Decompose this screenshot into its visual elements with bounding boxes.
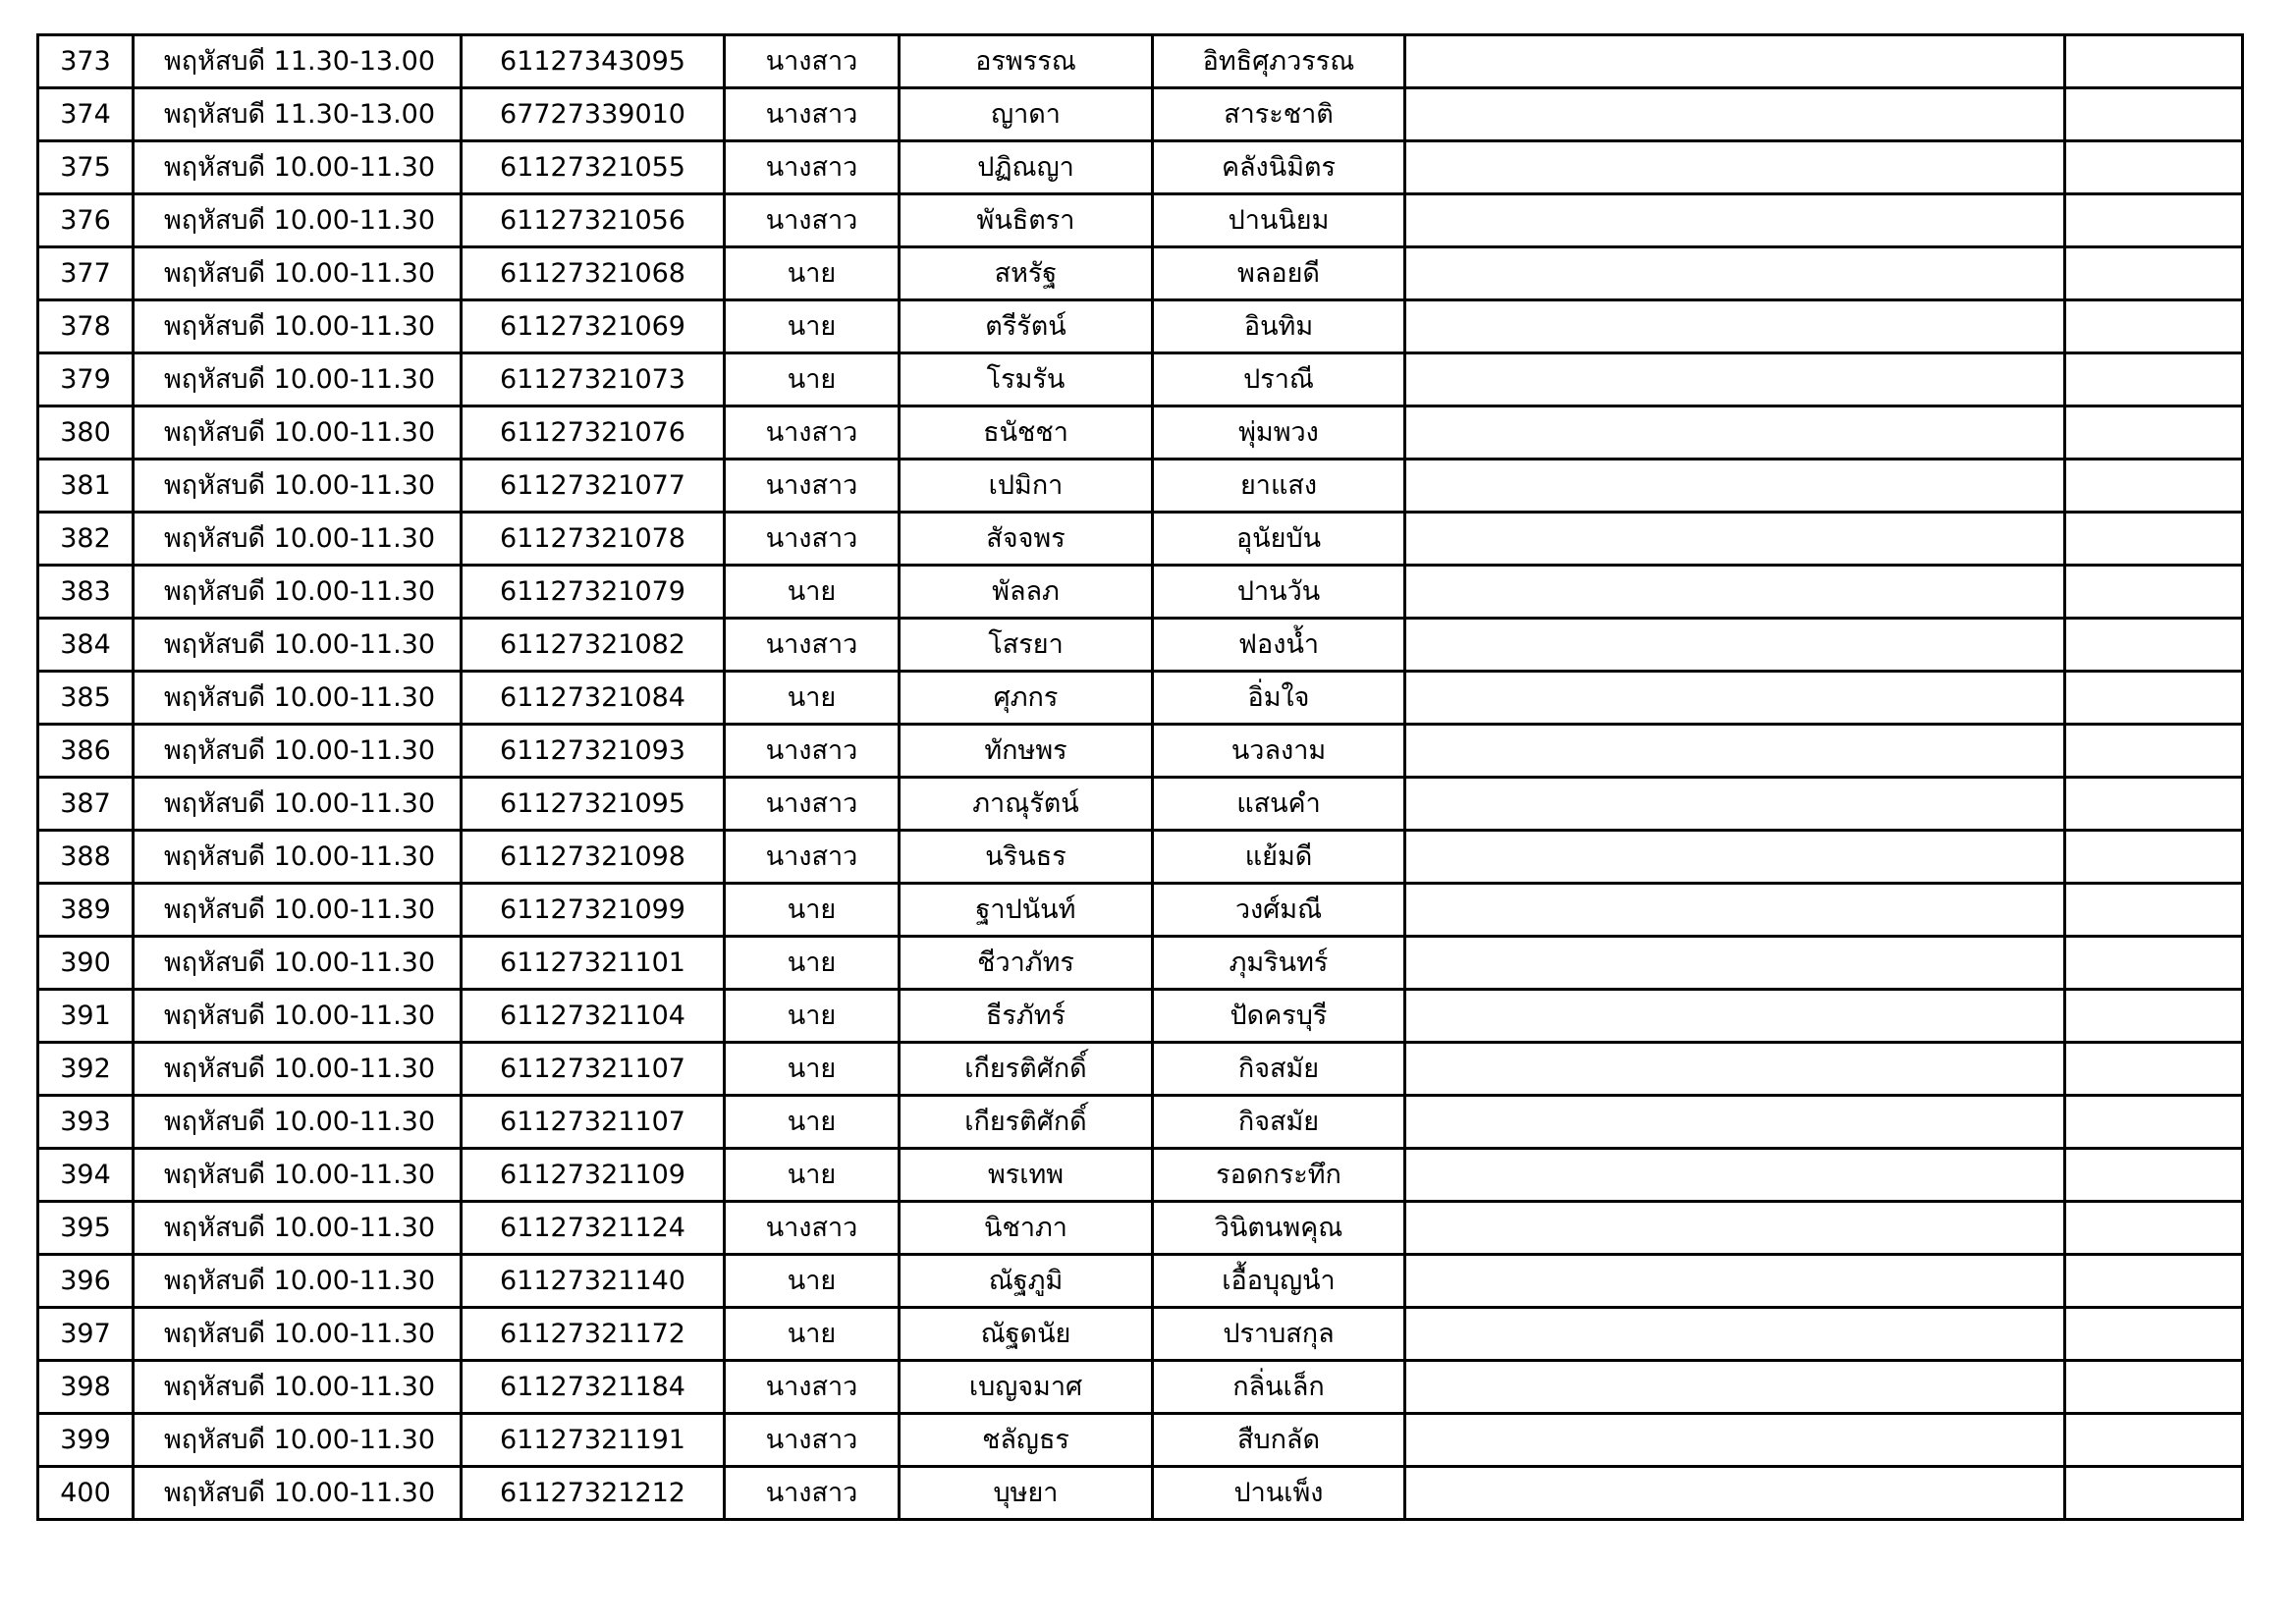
last-name: นวลงาม <box>1153 725 1405 778</box>
name-prefix: นาย <box>725 990 900 1043</box>
row-number: 384 <box>38 619 134 672</box>
first-name: ณัฐภูมิ <box>900 1255 1153 1308</box>
first-name: พันธิตรา <box>900 194 1153 247</box>
last-name: อิทธิศุภวรรณ <box>1153 35 1405 88</box>
student-id: 61127321056 <box>462 194 725 247</box>
first-name: ภาณุรัตน์ <box>900 778 1153 831</box>
last-name: แย้มดี <box>1153 831 1405 884</box>
row-number: 381 <box>38 460 134 513</box>
name-prefix: นางสาว <box>725 513 900 566</box>
row-number: 393 <box>38 1096 134 1149</box>
extra-cell <box>2065 884 2243 937</box>
student-id: 61127321101 <box>462 937 725 990</box>
table-row <box>38 1467 2243 1520</box>
row-number: 379 <box>38 353 134 406</box>
first-name: ตรีรัตน์ <box>900 300 1153 353</box>
first-name: อรพรรณ <box>900 35 1153 88</box>
name-prefix: นางสาว <box>725 831 900 884</box>
table-row <box>38 1096 2243 1149</box>
session-time: พฤหัสบดี 10.00-11.30 <box>134 513 462 566</box>
last-name: ปราณี <box>1153 353 1405 406</box>
first-name: เปมิกา <box>900 460 1153 513</box>
last-name: อุนัยบัน <box>1153 513 1405 566</box>
session-time: พฤหัสบดี 10.00-11.30 <box>134 1096 462 1149</box>
extra-cell <box>2065 88 2243 141</box>
row-number: 374 <box>38 88 134 141</box>
note-cell <box>1405 778 2065 831</box>
session-time: พฤหัสบดี 10.00-11.30 <box>134 937 462 990</box>
session-time: พฤหัสบดี 10.00-11.30 <box>134 460 462 513</box>
last-name: รอดกระทึก <box>1153 1149 1405 1202</box>
first-name: บุษยา <box>900 1467 1153 1520</box>
extra-cell <box>2065 672 2243 725</box>
extra-cell <box>2065 353 2243 406</box>
table-row <box>38 247 2243 300</box>
session-time: พฤหัสบดี 10.00-11.30 <box>134 884 462 937</box>
session-time: พฤหัสบดี 10.00-11.30 <box>134 141 462 194</box>
extra-cell <box>2065 1361 2243 1414</box>
row-number: 380 <box>38 406 134 460</box>
table-row <box>38 300 2243 353</box>
extra-cell <box>2065 300 2243 353</box>
session-time: พฤหัสบดี 10.00-11.30 <box>134 831 462 884</box>
note-cell <box>1405 725 2065 778</box>
extra-cell <box>2065 1043 2243 1096</box>
note-cell <box>1405 1149 2065 1202</box>
student-id: 61127343095 <box>462 35 725 88</box>
note-cell <box>1405 1361 2065 1414</box>
extra-cell <box>2065 141 2243 194</box>
student-id: 61127321077 <box>462 460 725 513</box>
name-prefix: นางสาว <box>725 88 900 141</box>
extra-cell <box>2065 406 2243 460</box>
last-name: ปานนิยม <box>1153 194 1405 247</box>
session-time: พฤหัสบดี 10.00-11.30 <box>134 1202 462 1255</box>
session-time: พฤหัสบดี 10.00-11.30 <box>134 1361 462 1414</box>
session-time: พฤหัสบดี 10.00-11.30 <box>134 1043 462 1096</box>
student-id: 61127321073 <box>462 353 725 406</box>
extra-cell <box>2065 1202 2243 1255</box>
note-cell <box>1405 353 2065 406</box>
table-row <box>38 990 2243 1043</box>
name-prefix: นาย <box>725 1255 900 1308</box>
name-prefix: นางสาว <box>725 619 900 672</box>
session-time: พฤหัสบดี 10.00-11.30 <box>134 1467 462 1520</box>
row-number: 382 <box>38 513 134 566</box>
first-name: เกียรติศักดิ์ <box>900 1043 1153 1096</box>
table-row <box>38 1149 2243 1202</box>
name-prefix: นางสาว <box>725 725 900 778</box>
student-id: 61127321076 <box>462 406 725 460</box>
row-number: 386 <box>38 725 134 778</box>
session-time: พฤหัสบดี 10.00-11.30 <box>134 672 462 725</box>
table-row <box>38 831 2243 884</box>
session-time: พฤหัสบดี 10.00-11.30 <box>134 1255 462 1308</box>
session-time: พฤหัสบดี 10.00-11.30 <box>134 406 462 460</box>
row-number: 399 <box>38 1414 134 1467</box>
table-row <box>38 778 2243 831</box>
student-id: 61127321124 <box>462 1202 725 1255</box>
table-row <box>38 884 2243 937</box>
student-id: 61127321055 <box>462 141 725 194</box>
last-name: พลอยดี <box>1153 247 1405 300</box>
session-time: พฤหัสบดี 10.00-11.30 <box>134 1308 462 1361</box>
session-time: พฤหัสบดี 10.00-11.30 <box>134 353 462 406</box>
note-cell <box>1405 300 2065 353</box>
last-name: ยาแสง <box>1153 460 1405 513</box>
student-id: 61127321212 <box>462 1467 725 1520</box>
name-prefix: นาย <box>725 1096 900 1149</box>
session-time: พฤหัสบดี 10.00-11.30 <box>134 778 462 831</box>
student-id: 61127321079 <box>462 566 725 619</box>
student-id: 61127321099 <box>462 884 725 937</box>
name-prefix: นางสาว <box>725 1361 900 1414</box>
last-name: อินทิม <box>1153 300 1405 353</box>
extra-cell <box>2065 35 2243 88</box>
note-cell <box>1405 406 2065 460</box>
last-name: อิ่มใจ <box>1153 672 1405 725</box>
extra-cell <box>2065 990 2243 1043</box>
session-time: พฤหัสบดี 10.00-11.30 <box>134 1414 462 1467</box>
table-row <box>38 1202 2243 1255</box>
name-prefix: นางสาว <box>725 1467 900 1520</box>
name-prefix: นาย <box>725 937 900 990</box>
first-name: พัลลภ <box>900 566 1153 619</box>
table-row <box>38 566 2243 619</box>
last-name: กลิ่นเล็ก <box>1153 1361 1405 1414</box>
first-name: ฐาปนันท์ <box>900 884 1153 937</box>
student-id: 61127321107 <box>462 1096 725 1149</box>
student-id: 61127321107 <box>462 1043 725 1096</box>
first-name: ณัฐดนัย <box>900 1308 1153 1361</box>
last-name: วงศ์มณี <box>1153 884 1405 937</box>
row-number: 397 <box>38 1308 134 1361</box>
last-name: ปัดครบุรี <box>1153 990 1405 1043</box>
roster-table <box>36 33 2244 1521</box>
note-cell <box>1405 141 2065 194</box>
row-number: 389 <box>38 884 134 937</box>
note-cell <box>1405 460 2065 513</box>
name-prefix: นาย <box>725 672 900 725</box>
row-number: 396 <box>38 1255 134 1308</box>
student-id: 61127321095 <box>462 778 725 831</box>
first-name: ธีรภัทร์ <box>900 990 1153 1043</box>
note-cell <box>1405 1202 2065 1255</box>
note-cell <box>1405 88 2065 141</box>
table-row <box>38 1361 2243 1414</box>
session-time: พฤหัสบดี 10.00-11.30 <box>134 566 462 619</box>
note-cell <box>1405 1255 2065 1308</box>
table-row <box>38 353 2243 406</box>
row-number: 394 <box>38 1149 134 1202</box>
name-prefix: นางสาว <box>725 406 900 460</box>
note-cell <box>1405 884 2065 937</box>
last-name: กิจสมัย <box>1153 1096 1405 1149</box>
row-number: 383 <box>38 566 134 619</box>
name-prefix: นาย <box>725 1149 900 1202</box>
last-name: แสนคำ <box>1153 778 1405 831</box>
extra-cell <box>2065 247 2243 300</box>
student-id: 61127321068 <box>462 247 725 300</box>
note-cell <box>1405 1414 2065 1467</box>
first-name: ศุภกร <box>900 672 1153 725</box>
last-name: พุ่มพวง <box>1153 406 1405 460</box>
table-row <box>38 672 2243 725</box>
student-id: 61127321104 <box>462 990 725 1043</box>
note-cell <box>1405 1467 2065 1520</box>
row-number: 395 <box>38 1202 134 1255</box>
name-prefix: นาย <box>725 1308 900 1361</box>
table-row <box>38 725 2243 778</box>
name-prefix: นางสาว <box>725 194 900 247</box>
session-time: พฤหัสบดี 10.00-11.30 <box>134 247 462 300</box>
extra-cell <box>2065 725 2243 778</box>
extra-cell <box>2065 619 2243 672</box>
note-cell <box>1405 566 2065 619</box>
note-cell <box>1405 1096 2065 1149</box>
table-row <box>38 937 2243 990</box>
first-name: เบญจมาศ <box>900 1361 1153 1414</box>
extra-cell <box>2065 1255 2243 1308</box>
last-name: ปานเพ็ง <box>1153 1467 1405 1520</box>
last-name: ปานวัน <box>1153 566 1405 619</box>
row-number: 392 <box>38 1043 134 1096</box>
session-time: พฤหัสบดี 11.30-13.00 <box>134 88 462 141</box>
row-number: 378 <box>38 300 134 353</box>
student-id: 61127321098 <box>462 831 725 884</box>
extra-cell <box>2065 566 2243 619</box>
last-name: สาระชาติ <box>1153 88 1405 141</box>
table-row <box>38 194 2243 247</box>
extra-cell <box>2065 1467 2243 1520</box>
first-name: พรเทพ <box>900 1149 1153 1202</box>
last-name: วินิตนพคุณ <box>1153 1202 1405 1255</box>
session-time: พฤหัสบดี 10.00-11.30 <box>134 990 462 1043</box>
extra-cell <box>2065 937 2243 990</box>
extra-cell <box>2065 831 2243 884</box>
first-name: ทักษพร <box>900 725 1153 778</box>
row-number: 376 <box>38 194 134 247</box>
name-prefix: นางสาว <box>725 778 900 831</box>
name-prefix: นาย <box>725 1043 900 1096</box>
student-id: 61127321172 <box>462 1308 725 1361</box>
note-cell <box>1405 937 2065 990</box>
row-number: 388 <box>38 831 134 884</box>
session-time: พฤหัสบดี 10.00-11.30 <box>134 300 462 353</box>
table-row <box>38 1414 2243 1467</box>
session-time: พฤหัสบดี 10.00-11.30 <box>134 194 462 247</box>
table-row <box>38 619 2243 672</box>
last-name: ฟองน้ำ <box>1153 619 1405 672</box>
note-cell <box>1405 831 2065 884</box>
student-id: 67727339010 <box>462 88 725 141</box>
first-name: นิชาภา <box>900 1202 1153 1255</box>
note-cell <box>1405 1043 2065 1096</box>
extra-cell <box>2065 1414 2243 1467</box>
table-row <box>38 406 2243 460</box>
student-id: 61127321109 <box>462 1149 725 1202</box>
session-time: พฤหัสบดี 10.00-11.30 <box>134 725 462 778</box>
row-number: 373 <box>38 35 134 88</box>
row-number: 390 <box>38 937 134 990</box>
student-id: 61127321069 <box>462 300 725 353</box>
name-prefix: นางสาว <box>725 35 900 88</box>
name-prefix: นาย <box>725 353 900 406</box>
name-prefix: นางสาว <box>725 1414 900 1467</box>
student-id: 61127321093 <box>462 725 725 778</box>
row-number: 375 <box>38 141 134 194</box>
note-cell <box>1405 35 2065 88</box>
table-row <box>38 1043 2243 1096</box>
extra-cell <box>2065 194 2243 247</box>
table-row <box>38 513 2243 566</box>
note-cell <box>1405 247 2065 300</box>
table-row <box>38 460 2243 513</box>
first-name: ธนัชชา <box>900 406 1153 460</box>
row-number: 385 <box>38 672 134 725</box>
extra-cell <box>2065 1308 2243 1361</box>
name-prefix: นาย <box>725 300 900 353</box>
session-time: พฤหัสบดี 11.30-13.00 <box>134 35 462 88</box>
student-id: 61127321082 <box>462 619 725 672</box>
note-cell <box>1405 672 2065 725</box>
first-name: สหรัฐ <box>900 247 1153 300</box>
name-prefix: นางสาว <box>725 141 900 194</box>
last-name: เอื้อบุญนำ <box>1153 1255 1405 1308</box>
first-name: โรมรัน <box>900 353 1153 406</box>
note-cell <box>1405 990 2065 1043</box>
session-time: พฤหัสบดี 10.00-11.30 <box>134 1149 462 1202</box>
first-name: ชีวาภัทร <box>900 937 1153 990</box>
extra-cell <box>2065 1096 2243 1149</box>
table-row <box>38 1255 2243 1308</box>
name-prefix: นาย <box>725 566 900 619</box>
last-name: กิจสมัย <box>1153 1043 1405 1096</box>
row-number: 398 <box>38 1361 134 1414</box>
note-cell <box>1405 619 2065 672</box>
last-name: ปราบสกุล <box>1153 1308 1405 1361</box>
student-id: 61127321140 <box>462 1255 725 1308</box>
row-number: 377 <box>38 247 134 300</box>
row-number: 391 <box>38 990 134 1043</box>
first-name: ชลัญธร <box>900 1414 1153 1467</box>
extra-cell <box>2065 460 2243 513</box>
table-row <box>38 1308 2243 1361</box>
note-cell <box>1405 513 2065 566</box>
student-id: 61127321078 <box>462 513 725 566</box>
first-name: ญาดา <box>900 88 1153 141</box>
last-name: สืบกลัด <box>1153 1414 1405 1467</box>
table-row <box>38 141 2243 194</box>
extra-cell <box>2065 778 2243 831</box>
table-row <box>38 35 2243 88</box>
session-time: พฤหัสบดี 10.00-11.30 <box>134 619 462 672</box>
name-prefix: นางสาว <box>725 460 900 513</box>
first-name: นรินธร <box>900 831 1153 884</box>
first-name: เกียรติศักดิ์ <box>900 1096 1153 1149</box>
last-name: ภุมรินทร์ <box>1153 937 1405 990</box>
row-number: 400 <box>38 1467 134 1520</box>
first-name: ปฏิณญา <box>900 141 1153 194</box>
extra-cell <box>2065 513 2243 566</box>
roster-body <box>38 35 2243 1520</box>
name-prefix: นาย <box>725 247 900 300</box>
first-name: โสรยา <box>900 619 1153 672</box>
student-id: 61127321191 <box>462 1414 725 1467</box>
student-id: 61127321184 <box>462 1361 725 1414</box>
row-number: 387 <box>38 778 134 831</box>
name-prefix: นางสาว <box>725 1202 900 1255</box>
extra-cell <box>2065 1149 2243 1202</box>
first-name: สัจจพร <box>900 513 1153 566</box>
last-name: คลังนิมิตร <box>1153 141 1405 194</box>
note-cell <box>1405 1308 2065 1361</box>
table-row <box>38 88 2243 141</box>
student-id: 61127321084 <box>462 672 725 725</box>
note-cell <box>1405 194 2065 247</box>
name-prefix: นาย <box>725 884 900 937</box>
